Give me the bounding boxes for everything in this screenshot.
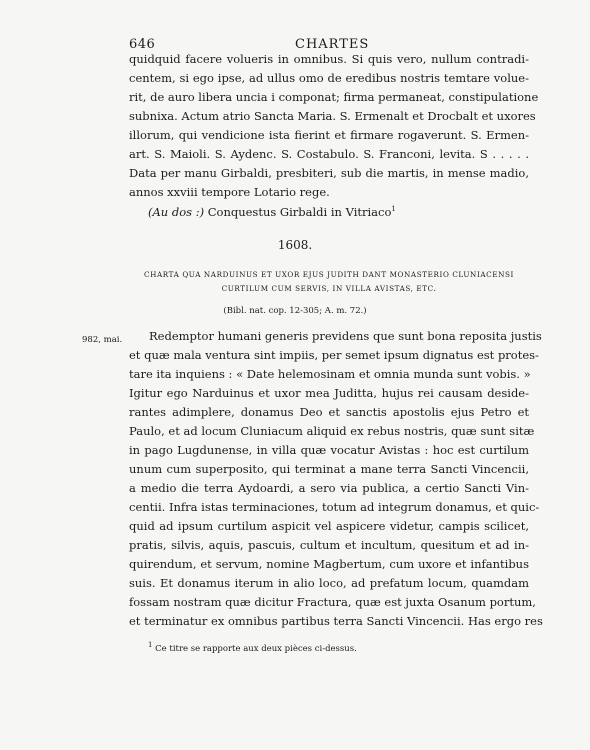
footnote [148,641,357,654]
page-number: 646 [129,37,156,52]
charter-title [129,268,529,296]
endorsement-label: (Au dos :) [148,205,205,219]
margin-date: 982, mai. [82,335,123,345]
text-line: rantes adimplere, donamus Deo et sanctis apostolis ejus Petro et [129,405,529,419]
text-line: pratis, silvis, aquis, pascuis, cultum et incultum, quesitum et ad in- [129,538,529,552]
text-line: Redemptor humani generis previdens que sunt bona reposita justis [149,329,542,343]
text-line: illorum, qui vendicione ista fierint et firmare rogaverunt. S. Ermen- [129,128,529,142]
text-line: quid ad ipsum curtilum aspicit vel aspicere videtur, campis scilicet, [129,519,529,533]
text-line: quidquid facere volueris in omnibus. Si quis vero, nullum contradi- [129,52,529,66]
text-line: in pago Lugdunense, in villa quæ vocatur Avistas : hoc est curtilum [129,443,529,457]
text-line: fossam nostram quæ dicitur Fractura, quæ est juxta Osanum portum, [129,595,536,609]
footnote-mark: 1 [148,641,153,649]
text-line: rit, de auro libera uncia i componat; firma permaneat, constipulatione [129,90,539,104]
text-line: a medio die terra Aydoardi, a sero via publica, a certio Sancti Vin- [129,481,529,495]
text-line: art. S. Maioli. S. Aydenc. S. Costabulo. S. Franconi, levita. S . . . . . [129,147,529,161]
page-header-title: CHARTES [295,37,370,52]
endorsement-text: Conquestus Girbaldi in Vitriaco [207,205,392,219]
footnote-reference: 1 [391,205,396,214]
text-line: et quæ mala ventura sint impiis, per semet ipsum dignatus est protes- [129,348,539,362]
text-line: quirendum, et servum, nomine Magbertum, cum uxore et infantibus [129,557,529,571]
text-line: centii. Infra istas terminaciones, totum ad integrum donamus, et quic- [129,500,540,514]
text-line: unum cum superposito, qui terminat a mane terra Sancti Vincencii, [129,462,529,476]
text-line: centem, si ego ipse, ad ullus omo de eredibus nostris temtare volue- [129,71,529,85]
charter-source: (Bibl. nat. cop. 12-305; A. m. 72.) [223,306,367,316]
text-line: subnixa. Actum atrio Sancta Maria. S. Ermenalt et Drocbalt et uxores [129,109,536,123]
charter-body [129,327,543,631]
text-line: Paulo, et ad locum Cluniacum aliquid ex rebus nostris, quæ sunt sitæ [129,424,535,438]
text-line: et terminatur ex omnibus partibus terra Sancti Vincencii. Has ergo res [129,614,543,628]
endorsement-note [148,205,396,219]
text-line: annos xxviii tempore Lotario rege. [129,185,330,199]
charter-title-line: CHARTA QUA NARDUINUS ET UXOR EJUS JUDITH DANT MONASTERIO CLUNIACENSI [144,270,514,279]
footnote-text: Ce titre se rapporte aux deux pièces ci-dessus. [155,643,357,654]
text-line: Data per manu Girbaldi, presbiteri, sub die martis, in mense madio, [129,166,529,180]
paragraph-continuation [129,50,539,202]
text-line: Igitur ego Narduinus et uxor mea Juditta, hujus rei causam deside- [129,386,529,400]
text-line: tare ita inquiens : « Date helemosinam et omnia munda sunt vobis. » [129,367,531,381]
text-line: suis. Et donamus iterum in alio loco, ad prefatum locum, quamdam [129,576,529,590]
charter-number: 1608. [277,238,313,252]
charter-title-line: CURTILUM CUM SERVIS, IN VILLA AVISTAS, ETC. [221,284,437,293]
